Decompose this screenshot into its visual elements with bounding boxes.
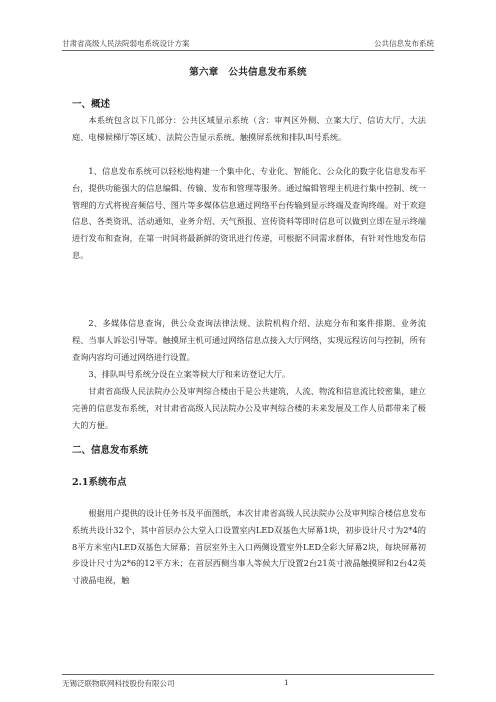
overview-paragraph-5: 甘肃省高级人民法院办公及审判综合楼由于是公共建筑，人流、物流和信息流比较密集，建立完善的信息发布系统，对甘肃省高级人民法院办公及审判综合楼的未来发展及工作人员都带来了极大的方便。 [72,386,426,430]
layout-paragraph: 根据用户提供的设计任务书及平面图纸，本次甘肃省高级人民法院办公及审判综合楼信息发布系统共设计32个，其中首层办公大堂入口设置室内LED双基色大屏幕1块，初步设计尺寸为2*4的8平方米室内LED双基色大屏幕；首层室外主入口两侧设置室外LED全彩大屏幕2块，每块屏幕初步设计尺寸为2*6的12平方米；在首层西侧当事人等候大厅设置2台21英寸液晶触摸屏和2台42英寸液晶电视，触 [72,508,426,586]
page-header [62,36,434,51]
page-number: 1 [284,678,289,687]
page-footer [62,674,434,689]
overview-paragraph-1: 本系统包含以下几部分：公共区域显示系统（含：审判区外侧、立案大厅、信访大厅、大法庭、电梯候梯厅等区域）、法院公告显示系统、触摸屏系统和排队叫号系统。 [72,115,426,142]
chapter-title: 第六章 公共信息发布系统 [189,67,307,78]
overview-paragraph-2: 1、信息发布系统可以轻松地构建一个集中化、专业化、智能化、公众化的数字化信息发布平台，提供功能强大的信息编辑、传输、发布和管理等服务。通过编辑管理主机进行集中控制、统一管理的方式将视音频信号、图片等多媒体信息通过网络平台传输到显示终端及查询终端。对于欢迎信息、各类资讯、活动通知、业务介绍、天气预报、宣传资料等即时信息可以做到立即在显示终端进行发布和查询，在第一时间将最新鲜的资讯进行传递，可根据不同需求群体，有针对性地发布信息。 [72,166,426,260]
overview-paragraph-3: 2、多媒体信息查询，供公众查询法律法规、法院机构介绍、法庭分布和案件排期、业务流程、当事人诉讼引导等。触摸屏主机可通过网络信息点接入大厅网络，实现远程访问与控制，所有查询内容均可通过网络进行设置。 [72,318,426,362]
overview-heading: 一、概述 [72,99,111,110]
system-layout-heading: 2.1系统布点 [72,477,127,488]
header-document-title: 甘肃省高级人民法院弱电系统设计方案 [62,39,190,48]
overview-paragraph-4: 3、排队叫号系统分设在立案等候大厅和来访登记大厅。 [88,369,291,379]
info-system-heading: 二、信息发布系统 [72,445,149,456]
footer-company: 无锡泛联物联网科技股份有限公司 [62,679,175,688]
header-section-title: 公共信息发布系统 [374,39,434,48]
